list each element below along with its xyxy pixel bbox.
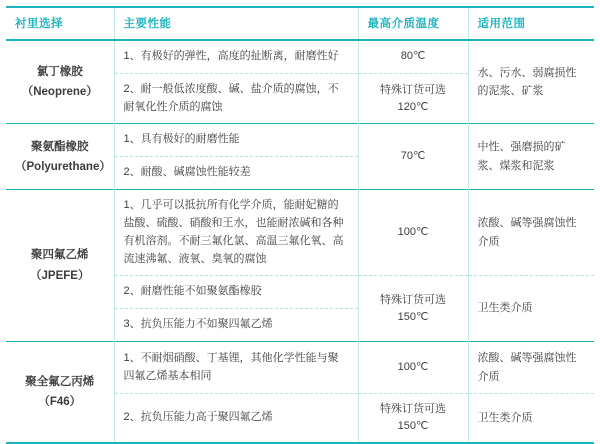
cell-property: 3、抗负压能力不如聚四氟乙烯 <box>114 309 358 342</box>
cell-material-name: 聚氨酯橡胶 （Polyurethane） <box>6 124 114 190</box>
cell-property: 1、具有极好的耐磨性能 <box>114 124 358 157</box>
cell-material-name: 氯丁橡胶 （Neoprene） <box>6 40 114 124</box>
column-header-max-temperature: 最高介质温度 <box>358 7 468 40</box>
cell-property: 1、几乎可以抵抗所有化学介质，能耐妃糖的盐酸、硫酸、硝酸和王水，也能耐浓碱和各种有机溶剂。不耐三氟化氯、高温三氟化氧、高流速沸氟、液氧、臭氧的腐蚀 <box>114 190 358 276</box>
table-row <box>6 341 594 393</box>
cell-scope: 卫生类介质 <box>477 302 533 315</box>
cell-temperature: 70℃ <box>358 124 468 190</box>
column-header-properties: 主要性能 <box>114 7 358 40</box>
cell-temperature: 80℃ <box>358 40 468 73</box>
table-header-row <box>6 7 594 40</box>
cell-scope: 中性、强磨损的矿浆、煤浆和泥浆 <box>468 124 594 190</box>
cell-scope: 浓酸、碱等强腐蚀性介质 <box>468 190 594 276</box>
column-header-scope: 适用范围 <box>468 7 594 40</box>
cell-temperature: 特殊订货可选 120℃ <box>358 73 468 124</box>
column-header-lining: 衬里选择 <box>6 7 114 40</box>
cell-temperature: 100℃ <box>358 341 468 393</box>
table-header <box>6 7 594 40</box>
cell-property: 1、不耐烟硝酸、丁基锂，其他化学性能与聚四氟乙烯基本相同 <box>114 341 358 393</box>
cell-scope: 水、污水、弱腐损性的泥浆、矿浆 <box>468 40 594 124</box>
cell-property: 2、耐酸、碱腐蚀性能较差 <box>114 157 358 190</box>
cell-property: 1、有极好的弹性，高度的扯断离，耐磨性好 <box>114 40 358 73</box>
table-row <box>6 190 594 276</box>
lining-selection-table <box>6 6 594 444</box>
cell-material-name: 聚四氟乙烯 （JPEFE） <box>6 190 114 342</box>
cell-temperature: 100℃ <box>358 190 468 276</box>
table-body <box>6 40 594 443</box>
cell-scope: 卫生类介质 <box>477 412 533 425</box>
cell-temperature: 特殊订货可选 150℃ <box>358 276 468 342</box>
cell-property: 2、抗负压能力高于聚四氟乙烯 <box>114 394 358 444</box>
cell-material-name: 聚全氟乙丙烯 （F46） <box>6 341 114 443</box>
cell-scope: 浓酸、碱等强腐蚀性介质 <box>468 341 594 393</box>
cell-temperature: 特殊订货可选 150℃ <box>358 394 468 444</box>
table-row <box>6 40 594 73</box>
table-row <box>6 124 594 157</box>
cell-property: 2、耐一般低浓度酸、碱、盐介质的腐蚀，不耐氧化性介质的腐蚀 <box>114 73 358 124</box>
cell-property: 2、耐磨性能不如聚氨酯橡胶 <box>114 276 358 309</box>
